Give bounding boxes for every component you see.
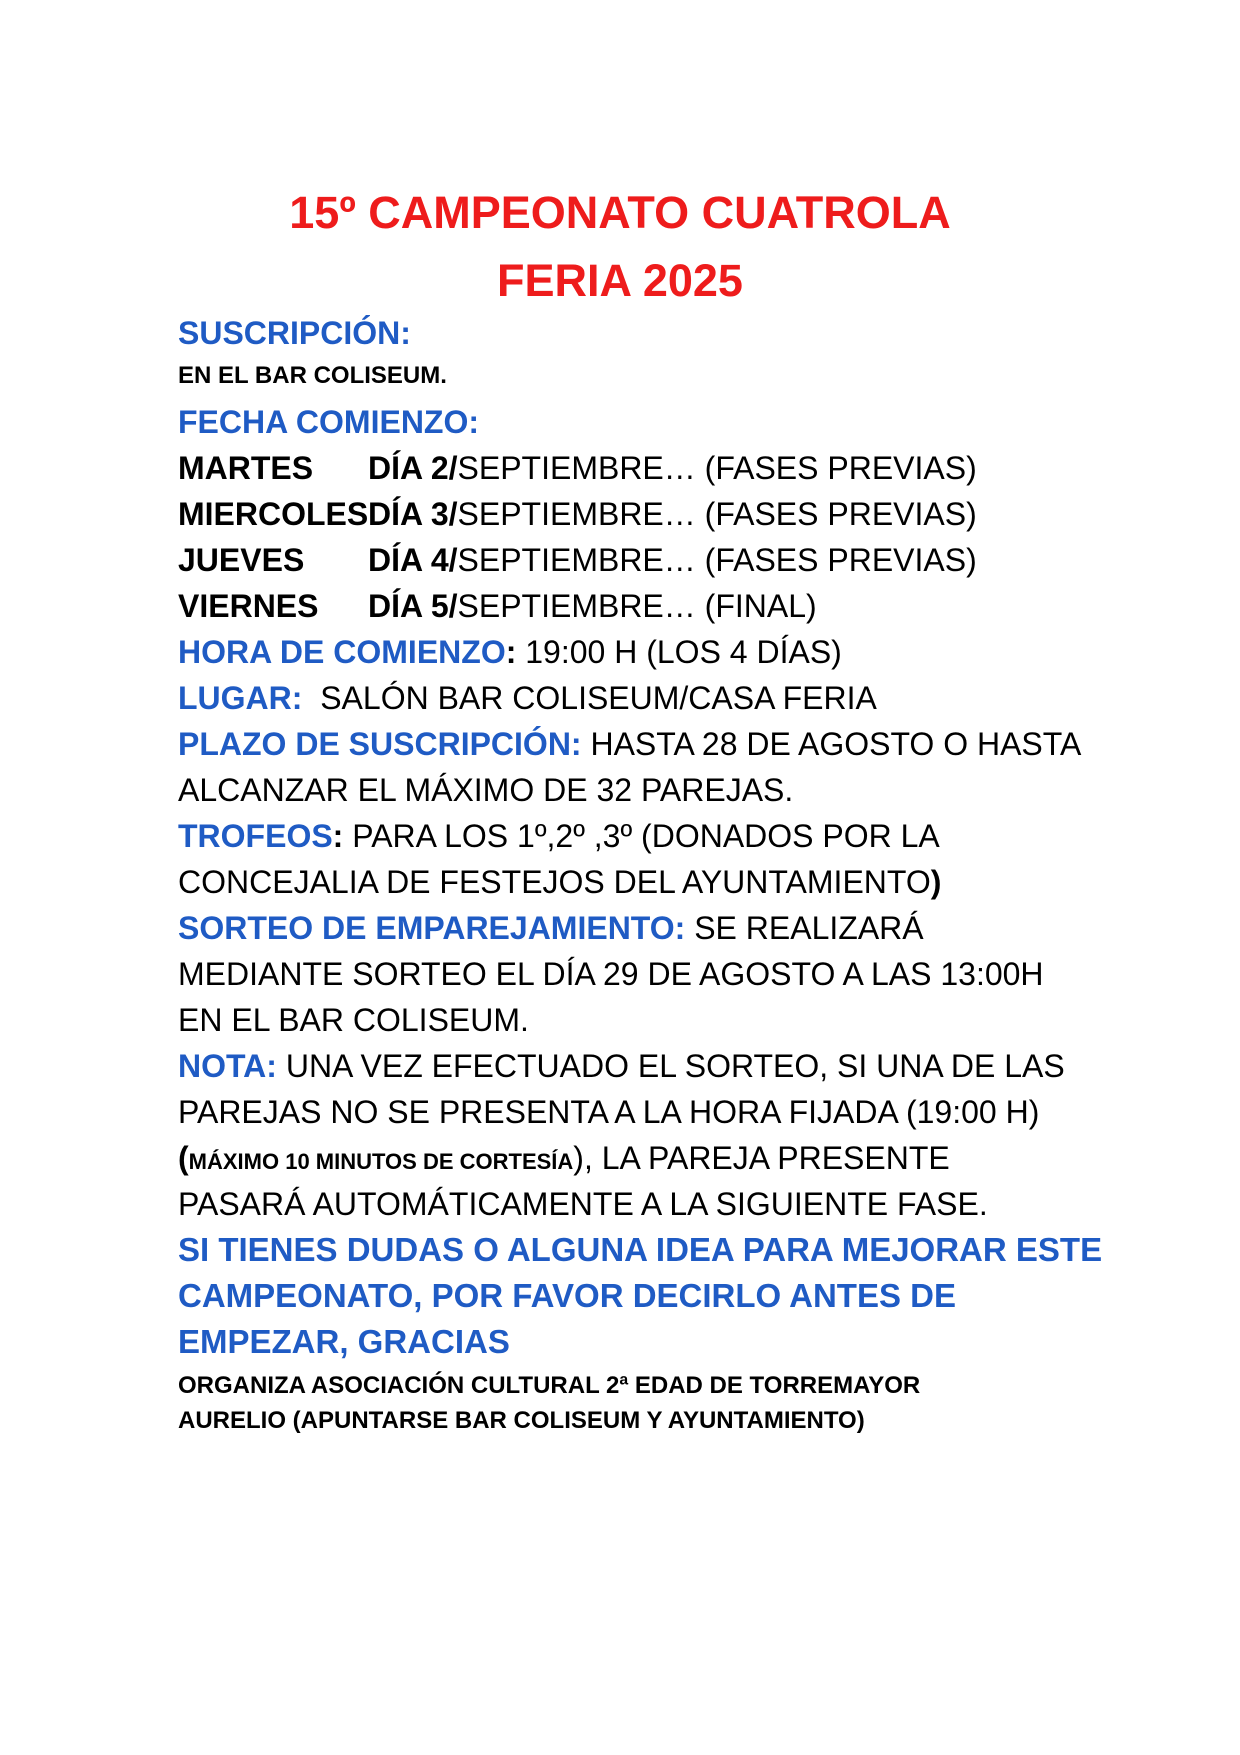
lugar-label: LUGAR: [178, 680, 303, 716]
day-detail: SEPTIEMBRE… (FASES PREVIAS) [457, 496, 977, 532]
day-detail: SEPTIEMBRE… (FASES PREVIAS) [457, 542, 977, 578]
nota-open-paren: ( [178, 1140, 189, 1176]
day-detail: SEPTIEMBRE… (FINAL) [457, 588, 817, 624]
trofeos-row [178, 816, 940, 856]
day-row-martes [178, 448, 977, 488]
dudas-line-3: EMPEZAR, GRACIAS [178, 1323, 510, 1360]
lugar-row [178, 678, 877, 718]
hora-row [178, 632, 842, 672]
dudas-line-2: CAMPEONATO, POR FAVOR DECIRLO ANTES DE [178, 1277, 956, 1314]
suscripcion-value: EN EL BAR COLISEUM. [178, 362, 447, 389]
trofeos-colon: : [332, 818, 344, 854]
day-number: DÍA 5/ [368, 588, 458, 624]
day-number: DÍA 2/ [368, 450, 458, 486]
fecha-row [178, 402, 479, 442]
day-detail: SEPTIEMBRE… (FASES PREVIAS) [457, 450, 977, 486]
plazo-value-2: ALCANZAR EL MÁXIMO DE 32 PAREJAS. [178, 772, 794, 808]
sorteo-value-1: SE REALIZARÁ [685, 910, 924, 946]
title-line-1: 15º CAMPEONATO CUATROLA [289, 187, 951, 238]
hora-value: 19:00 H (LOS 4 DÍAS) [516, 634, 842, 670]
nota-value-4: PASARÁ AUTOMÁTICAMENTE A LA SIGUIENTE FASE. [178, 1186, 988, 1222]
day-row-miercoles [178, 494, 977, 534]
trofeos-label: TROFEOS [178, 818, 333, 854]
hora-colon: : [505, 634, 517, 670]
day-name: VIERNES [178, 588, 319, 624]
plazo-value-1: HASTA 28 DE AGOSTO O HASTA [581, 726, 1082, 762]
organiza-line-2: AURELIO (APUNTARSE BAR COLISEUM Y AYUNTAMIENTO) [178, 1407, 865, 1434]
day-row-jueves [178, 540, 977, 580]
nota-small: MÁXIMO 10 MINUTOS DE CORTESÍA [188, 1149, 574, 1174]
sorteo-row [178, 908, 924, 948]
trofeos-value-2: CONCEJALIA DE FESTEJOS DEL AYUNTAMIENTO [178, 864, 931, 900]
dudas-line-1: SI TIENES DUDAS O ALGUNA IDEA PARA MEJORAR ESTE [178, 1231, 1103, 1268]
day-name: JUEVES [178, 542, 305, 578]
sorteo-value-2: MEDIANTE SORTEO EL DÍA 29 DE AGOSTO A LAS 13:00H [178, 956, 1044, 992]
trofeos-value-1: PARA LOS 1º,2º ,3º (DONADOS POR LA [343, 818, 940, 854]
nota-row [178, 1046, 1065, 1086]
day-name: MARTES [178, 450, 314, 486]
plazo-label: PLAZO DE SUSCRIPCIÓN: [178, 726, 582, 762]
nota-label: NOTA: [178, 1048, 277, 1084]
sorteo-value-3: EN EL BAR COLISEUM. [178, 1002, 529, 1038]
nota-value-2: PAREJAS NO SE PRESENTA A LA HORA FIJADA (19:00 H) [178, 1094, 1040, 1130]
trofeos-close: ) [930, 864, 942, 900]
day-number: DÍA 3/ [368, 496, 458, 532]
suscripcion-label: SUSCRIPCIÓN: [178, 315, 411, 351]
nota-value-1: UNA VEZ EFECTUADO EL SORTEO, SI UNA DE LAS [276, 1048, 1065, 1084]
suscripcion-row [178, 313, 411, 353]
trofeos-row-2 [178, 862, 941, 902]
sorteo-label: SORTEO DE EMPAREJAMIENTO: [178, 910, 686, 946]
plazo-row [178, 724, 1081, 764]
nota-row-3 [178, 1138, 950, 1182]
lugar-value: SALÓN BAR COLISEUM/CASA FERIA [302, 680, 877, 716]
hora-label: HORA DE COMIENZO [178, 634, 506, 670]
day-number: DÍA 4/ [368, 542, 458, 578]
title-line-2: FERIA 2025 [497, 255, 743, 306]
organiza-line-1: ORGANIZA ASOCIACIÓN CULTURAL 2ª EDAD DE TORREMAYOR [178, 1372, 921, 1399]
fecha-label: FECHA COMIENZO: [178, 404, 480, 440]
day-name: MIERCOLES [178, 496, 369, 532]
nota-value-3: ), LA PAREJA PRESENTE [573, 1140, 950, 1176]
day-row-viernes [178, 586, 817, 626]
